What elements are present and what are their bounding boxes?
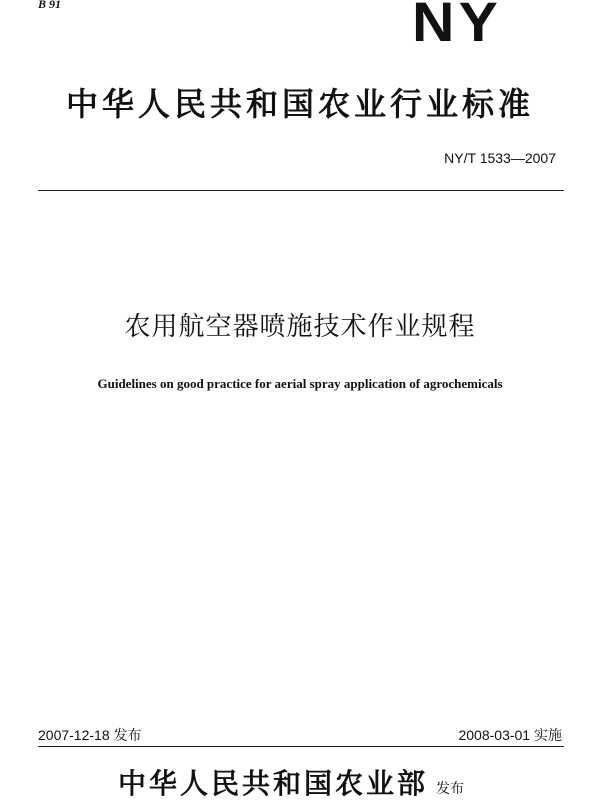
classification-code: B 91 bbox=[38, 0, 62, 11]
issuing-authority bbox=[118, 767, 465, 800]
document-title-chinese: 农用航空器喷施技术作业规程 bbox=[124, 312, 476, 342]
document-title-english: Guidelines on good practice for aerial spray application of agrochemicals bbox=[97, 376, 503, 391]
issue-date: 2007-12-18 发布 bbox=[38, 727, 142, 743]
bottom-divider bbox=[38, 746, 564, 747]
implementation-date: 2008-03-01 实施 bbox=[458, 727, 562, 743]
standard-number: NY/T 1533—2007 bbox=[444, 150, 556, 166]
standard-body-title: 中华人民共和国农业行业标准 bbox=[65, 85, 534, 123]
top-divider bbox=[38, 190, 564, 191]
issuer-suffix: 发布 bbox=[436, 781, 465, 797]
standard-logo: NY bbox=[412, 0, 503, 53]
issuer-name: 中华人民共和国农业部 bbox=[118, 767, 429, 800]
